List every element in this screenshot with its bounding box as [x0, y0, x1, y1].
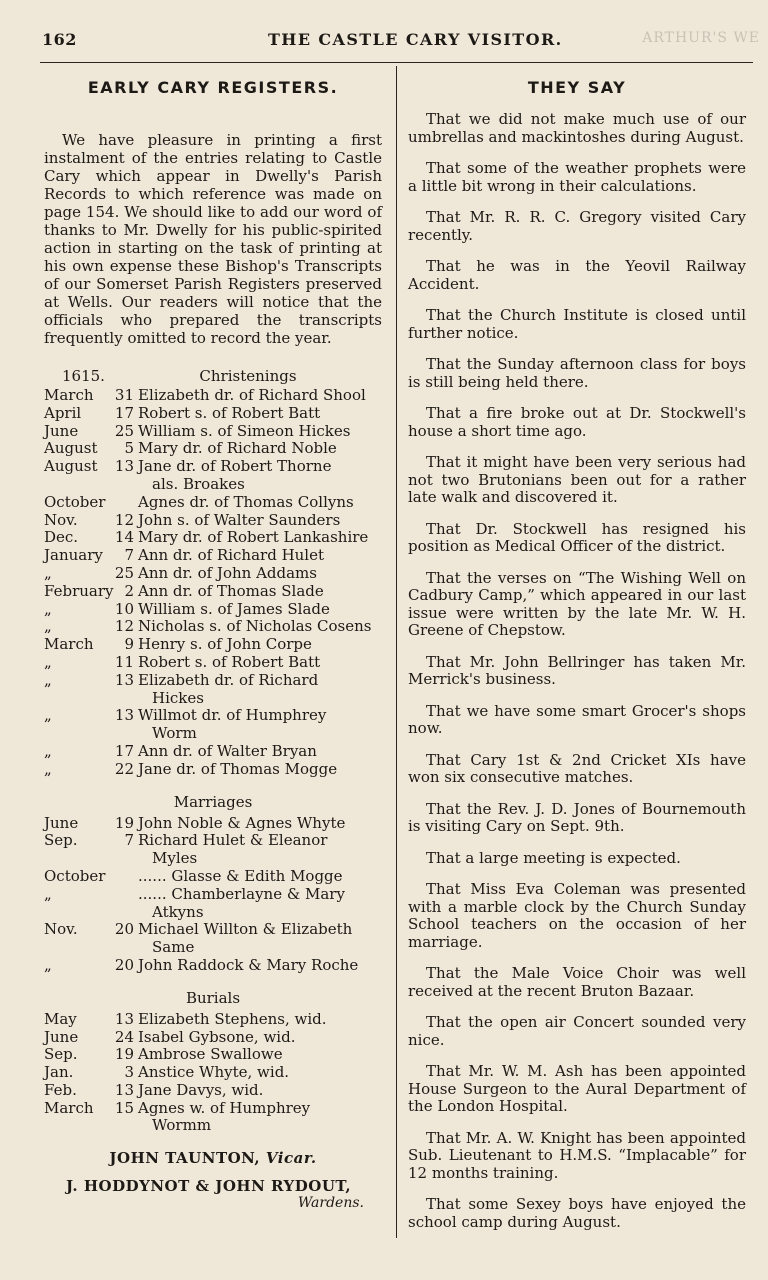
register-entry [44, 565, 382, 583]
entry-day: 2 [124, 581, 134, 600]
entry-day: 17 [114, 741, 134, 760]
entry-month: August [44, 457, 98, 476]
entry-month: „ [44, 563, 52, 582]
entry-day: 24 [114, 1027, 134, 1046]
entry-month: Sep. [44, 831, 78, 850]
entry-text [138, 654, 382, 672]
entry-name: Mary dr. of Robert Lankashire [138, 528, 369, 547]
year-row [44, 367, 382, 385]
entry-continuation: Wormm [152, 1116, 212, 1135]
entry-day: 12 [114, 617, 134, 636]
entry-text [138, 387, 382, 405]
entry-month: May [44, 1009, 77, 1028]
entry-name: Elizabeth dr. of Richard [138, 670, 319, 689]
entry-text [138, 423, 382, 441]
entry-day: 20 [114, 955, 134, 974]
entry-name: Michael Willton & Elizabeth [138, 920, 353, 939]
entry-day: 10 [114, 599, 134, 618]
entry-text [138, 547, 382, 565]
entry-name: Ann dr. of Richard Hulet [138, 546, 325, 565]
entry-day [114, 494, 138, 512]
entry-month: June [44, 1027, 79, 1046]
register-entry [44, 636, 382, 654]
register-entry [44, 387, 382, 405]
entry-text [138, 1046, 382, 1064]
entry-continuation: Atkyns [152, 902, 204, 921]
entry-name: John s. of Walter Saunders [138, 510, 341, 529]
entry-text [138, 565, 382, 583]
entry-text [138, 618, 382, 636]
entry-name: ...... Chamberlayne & Mary [138, 884, 345, 903]
register-entry [44, 618, 382, 636]
entry-day: 13 [114, 1080, 134, 1099]
entry-name: Elizabeth Stephens, wid. [138, 1009, 327, 1028]
register-entry [44, 654, 382, 672]
they-say-item: That we have some smart Grocer's shops now. [408, 701, 746, 737]
entry-month: January [44, 546, 103, 565]
register-entry [44, 529, 382, 547]
register-entry [44, 405, 382, 423]
register-entry [44, 886, 382, 922]
they-say-item: That the open air Concert sounded very nice. [408, 1013, 746, 1049]
entry-name: Ambrose Swallowe [138, 1045, 283, 1064]
registers-intro: We have pleasure in printing a first instalment of the entries relating to Castle Cary which appear in Dwelly's Parish Records to which reference was made on page 154. We should like to add our word of thanks to Mr. Dwelly for his public-spirited action in starting on the task of printing at his own expense these Bishop's Transcripts of our Somerset Parish Registers preserved at Wells. Our readers will notice that the officials who prepared the transcripts frequently omitted to record the year. [44, 131, 382, 347]
entry-day: 17 [114, 403, 134, 422]
entry-day: 31 [114, 386, 134, 404]
vicar-name: JOHN TAUNTON, [109, 1149, 261, 1168]
header-rule [40, 62, 753, 63]
entry-month: Dec. [44, 528, 79, 547]
entry-name: ...... Glasse & Edith Mogge [138, 866, 343, 885]
entry-continuation: als. Broakes [152, 474, 245, 493]
register-entry [44, 1082, 382, 1100]
entry-text [138, 761, 382, 779]
register-entry [44, 957, 382, 975]
entry-text [138, 707, 382, 743]
entry-month: October [44, 866, 106, 885]
entry-name: Agnes dr. of Thomas Collyns [138, 492, 354, 511]
entry-text [138, 636, 382, 654]
entry-month: April [44, 403, 82, 422]
entry-name: Willmot dr. of Humphrey [138, 706, 327, 725]
entry-month: „ [44, 670, 52, 689]
entry-day: 13 [114, 670, 134, 689]
they-say-item: That the Male Voice Choir was well received at the recent Bruton Bazaar. [408, 964, 746, 1000]
register-entry [44, 868, 382, 886]
entry-text [138, 1100, 382, 1136]
vicar-signature [44, 1149, 382, 1167]
entry-text [138, 743, 382, 761]
entry-text [138, 1082, 382, 1100]
entry-month: „ [44, 706, 52, 725]
they-say-item: That a large meeting is expected. [426, 848, 681, 867]
they-say-item: That the Rev. J. D. Jones of Bournemouth is visiting Cary on Sept. 9th. [408, 799, 746, 835]
marriages-list [44, 815, 382, 975]
entry-text [138, 868, 382, 886]
running-title: THE CASTLE CARY VISITOR. [268, 30, 563, 49]
entry-month: March [44, 1098, 94, 1117]
entry-day: 9 [124, 635, 134, 654]
entry-name: Jane dr. of Thomas Mogge [138, 759, 338, 778]
entry-continuation: Hickes [152, 688, 204, 707]
they-say-item: That Mr. W. M. Ash has been appointed House Surgeon to the Aural Department of the London Hospital. [408, 1062, 746, 1115]
entry-day: 13 [114, 457, 134, 476]
register-entry [44, 815, 382, 833]
entry-text [138, 832, 382, 868]
entry-text [138, 601, 382, 619]
register-entry [44, 921, 382, 957]
entry-day: 14 [114, 528, 134, 547]
entry-name: Robert s. of Robert Batt [138, 652, 321, 671]
entry-month: March [44, 635, 94, 654]
entry-text [138, 1029, 382, 1047]
entry-day: 5 [124, 439, 134, 458]
they-say-title: THEY SAY [527, 78, 627, 97]
registers-title: EARLY CARY REGISTERS. [87, 78, 339, 97]
entry-name: Mary dr. of Richard Noble [138, 439, 337, 458]
register-entry [44, 458, 382, 494]
register-entry [44, 832, 382, 868]
entry-text [138, 529, 382, 547]
register-entry [44, 707, 382, 743]
entry-text [138, 583, 382, 601]
register-entry [44, 1046, 382, 1064]
entry-day: 13 [114, 1009, 134, 1028]
entry-day: 13 [114, 706, 134, 725]
entry-name: Agnes w. of Humphrey [138, 1098, 311, 1117]
entry-month: „ [44, 652, 52, 671]
entry-day: 15 [114, 1098, 134, 1117]
register-entry [44, 1100, 382, 1136]
register-entry [44, 1064, 382, 1082]
entry-day: 19 [114, 813, 134, 832]
entry-continuation: Worm [152, 724, 197, 743]
entry-text [138, 815, 382, 833]
register-entry [44, 583, 382, 601]
year-label: 1615. [62, 367, 105, 385]
entry-name: Anstice Whyte, wid. [138, 1063, 290, 1082]
marriages-heading: Marriages [173, 792, 253, 811]
entry-month: Nov. [44, 920, 78, 939]
christenings-list [44, 387, 382, 779]
register-entry [44, 743, 382, 761]
entry-day: 7 [124, 546, 134, 565]
entry-text [138, 512, 382, 530]
register-entry [44, 761, 382, 779]
entry-name: Jane dr. of Robert Thorne [138, 457, 332, 476]
wardens-title: Wardens. [297, 1195, 364, 1212]
entry-name: John Raddock & Mary Roche [138, 955, 359, 974]
entry-month: Jan. [44, 1063, 74, 1082]
entry-text [138, 886, 382, 922]
entry-month: „ [44, 741, 52, 760]
entry-day: 7 [124, 831, 134, 850]
entry-month: „ [44, 759, 52, 778]
entry-month: March [44, 386, 94, 404]
they-say-item: That Mr. R. R. C. Gregory visited Cary recently. [408, 208, 746, 244]
entry-name: Henry s. of John Corpe [138, 635, 312, 654]
entry-name: Jane Davys, wid. [138, 1080, 264, 1099]
register-entry [44, 512, 382, 530]
entry-text [138, 672, 382, 708]
entry-month: February [44, 581, 114, 600]
right-column [408, 72, 746, 1245]
christenings-heading: Christenings [199, 367, 297, 385]
register-entry [44, 1011, 382, 1029]
they-say-item: That we did not make much use of our umbrellas and mackintoshes during August. [408, 110, 746, 146]
entry-day: 3 [124, 1063, 134, 1082]
vicar-title: Vicar. [265, 1149, 317, 1168]
they-say-item: That the Church Institute is closed until further notice. [408, 306, 746, 342]
entry-month: „ [44, 884, 52, 903]
entry-text [138, 405, 382, 423]
entry-name: Ann dr. of Walter Bryan [138, 741, 317, 760]
entry-text [138, 921, 382, 957]
entry-day: 11 [114, 652, 134, 671]
they-say-item: That Cary 1st & 2nd Cricket XIs have won six consecutive matches. [408, 750, 746, 786]
entry-text [138, 458, 382, 494]
burials-list [44, 1011, 382, 1136]
entry-month: October [44, 492, 106, 511]
they-say-item: That a fire broke out at Dr. Stockwell's house a short time ago. [408, 404, 746, 440]
register-entry [44, 672, 382, 708]
they-say-item: That he was in the Yeovil Railway Accident. [408, 257, 746, 293]
register-entry [44, 601, 382, 619]
they-say-item: That Mr. A. W. Knight has been appointed Sub. Lieutenant to H.M.S. “Implacable” for 12 months training. [408, 1128, 746, 1182]
wardens-names: J. HODDYNOT & JOHN RYDOUT, [66, 1177, 352, 1196]
entry-name: William s. of Simeon Hickes [138, 421, 351, 440]
entry-name: Robert s. of Robert Batt [138, 403, 321, 422]
entry-day: 25 [114, 421, 134, 440]
entry-month: „ [44, 955, 52, 974]
they-say-item: That Mr. John Bellringer has taken Mr. Merrick's business. [408, 652, 746, 688]
they-say-item: That it might have been very serious had not two Brutonians been out for a rather late walk and discovered it. [408, 453, 746, 506]
entry-text [138, 494, 382, 512]
bleed-through-text: ARTHUR'S WE [642, 30, 760, 46]
entry-month: „ [44, 599, 52, 618]
entry-day [114, 868, 138, 886]
register-entry [44, 423, 382, 441]
entry-month: Sep. [44, 1045, 78, 1064]
entry-name: Elizabeth dr. of Richard Shool [138, 386, 366, 404]
entry-month: Feb. [44, 1080, 77, 1099]
entry-name: William s. of James Slade [138, 599, 330, 618]
they-say-item: That the verses on “The Wishing Well on Cadbury Camp,” which appeared in our last issue were written by the late Mr. W. H. Greene of Chepstow. [408, 568, 746, 639]
entry-name: Isabel Gybsone, wid. [138, 1027, 296, 1046]
entry-day: 20 [114, 920, 134, 939]
register-entry [44, 440, 382, 458]
left-column [44, 72, 382, 1211]
entry-name: Nicholas s. of Nicholas Cosens [138, 617, 372, 636]
entry-day: 22 [114, 759, 134, 778]
entry-name: Richard Hulet & Eleanor [138, 831, 328, 850]
entry-text [138, 440, 382, 458]
entry-text [138, 957, 382, 975]
column-divider [396, 66, 397, 1238]
page-number: 162 [42, 30, 77, 49]
entry-name: Ann dr. of Thomas Slade [138, 581, 324, 600]
entry-text [138, 1011, 382, 1029]
entry-text [138, 1064, 382, 1082]
they-say-item: That the Sunday afternoon class for boys is still being held there. [408, 355, 746, 391]
entry-day: 25 [114, 563, 134, 582]
they-say-item: That some Sexey boys have enjoyed the school camp during August. [408, 1195, 746, 1231]
register-entry [44, 547, 382, 565]
they-say-item: That some of the weather prophets were a little bit wrong in their calculations. [408, 159, 746, 195]
entry-name: John Noble & Agnes Whyte [138, 813, 346, 832]
entry-day [114, 886, 138, 922]
entry-month: „ [44, 617, 52, 636]
entry-month: June [44, 421, 79, 440]
register-entry [44, 1029, 382, 1047]
burials-heading: Burials [185, 988, 241, 1007]
entry-day: 12 [114, 510, 134, 529]
entry-continuation: Same [152, 938, 195, 957]
entry-continuation: Myles [152, 849, 198, 868]
register-entry [44, 494, 382, 512]
they-say-item: That Miss Eva Coleman was presented with a marble clock by the Church Sunday School teachers on the occasion of her marriage. [408, 880, 746, 951]
entry-name: Ann dr. of John Addams [138, 563, 317, 582]
entry-month: Nov. [44, 510, 78, 529]
they-say-list [408, 111, 746, 1231]
entry-month: August [44, 439, 98, 458]
entry-month: June [44, 813, 79, 832]
they-say-item: That Dr. Stockwell has resigned his position as Medical Officer of the district. [408, 519, 746, 555]
entry-day: 19 [114, 1045, 134, 1064]
